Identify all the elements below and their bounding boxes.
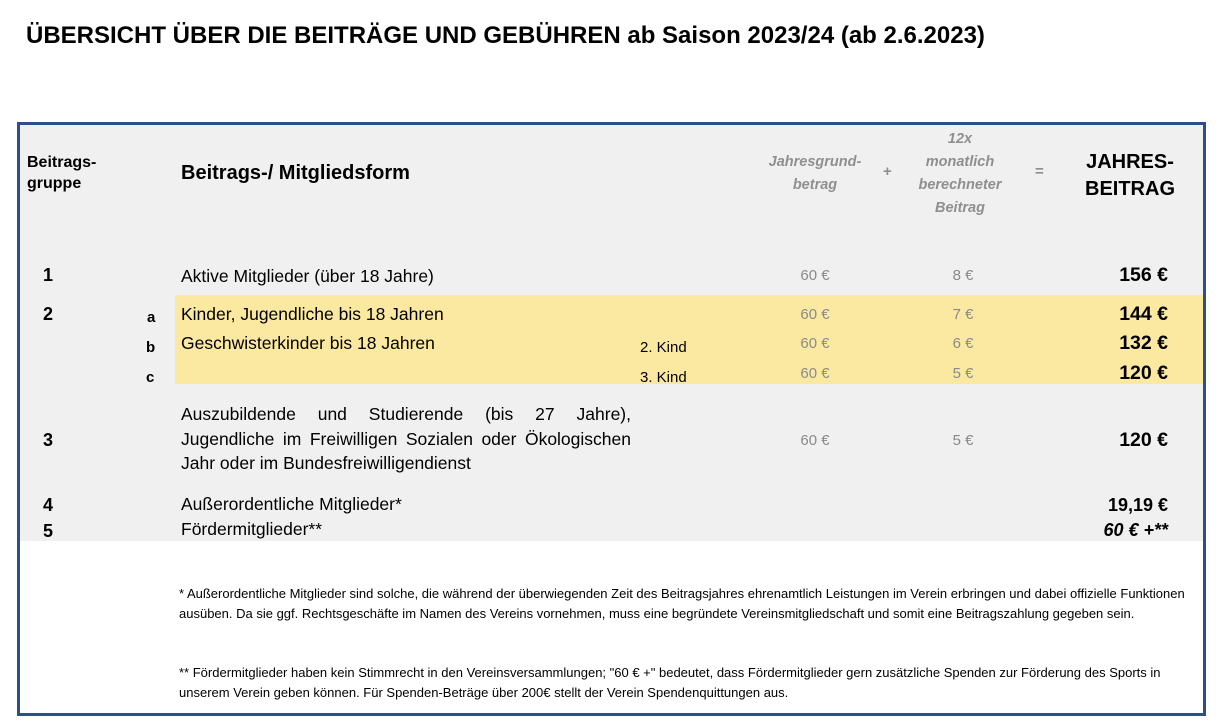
header-equals: = [1035, 163, 1044, 180]
header-total: JAHRES- BEITRAG [1085, 151, 1175, 200]
row-3-label: Auszubildende und Studierende (bis 27 Jahre), Jugendliche im Freiwilligen Sozialen oder Ökologischen Jahr oder im Bundesfreiwilligendienst [181, 404, 631, 473]
row-4-total: 19,19 € [1107, 495, 1168, 515]
row-2a-monthly: 7 € [952, 306, 974, 323]
row-5-group: 5 [43, 521, 54, 541]
row-3-base: 60 € [800, 432, 830, 449]
row-3-monthly: 5 € [952, 432, 974, 449]
row-2a-total: 144 € [1119, 303, 1168, 325]
row-2-group: 2 [43, 304, 54, 324]
row-2a-sub: a [147, 309, 156, 326]
footnote-supporting-members: ** Fördermitglieder haben kein Stimmrecht in den Vereinsversammlungen; "60 € +" bedeutet, dass Fördermitglieder gern zusätzliche Spenden zur Förderung des Sports in unserem Verein geben können. Für Spenden-Beträge über 200€ stellt der Verein Spendenquittungen aus. [179, 665, 1161, 700]
row-1-label: Aktive Mitglieder (über 18 Jahre) [181, 266, 434, 286]
row-5-total: 60 € +** [1103, 520, 1168, 540]
row-4-label: Außerordentliche Mitglieder* [181, 494, 402, 514]
header-base-amount: Jahresgrund- betrag [768, 154, 862, 193]
row-3-group: 3 [43, 430, 54, 450]
row-3-total: 120 € [1119, 429, 1168, 451]
fee-table-frame [17, 122, 1206, 716]
header-monthly-amount: 12x monatlich berechneter Beitrag [918, 131, 1002, 216]
row-2b-total: 132 € [1119, 332, 1168, 354]
row-1-monthly: 8 € [952, 267, 974, 284]
row-1-base: 60 € [800, 267, 830, 284]
row-2b-label: Geschwisterkinder bis 18 Jahren [181, 333, 435, 353]
row-2b-monthly: 6 € [952, 335, 974, 352]
row-4-group: 4 [43, 495, 54, 515]
row-2b-sub: b [146, 339, 156, 356]
row-2a-base: 60 € [800, 306, 830, 323]
row-2c-kind: 3. Kind [640, 369, 687, 386]
page-title: ÜBERSICHT ÜBER DIE BEITRÄGE UND GEBÜHREN ab Saison 2023/24 (ab 2.6.2023) [26, 22, 985, 49]
row-2c-total: 120 € [1119, 362, 1168, 384]
header-group: Beitrags- gruppe [27, 154, 97, 192]
row-2b-kind: 2. Kind [640, 339, 687, 356]
row-1-group: 1 [43, 265, 54, 285]
row-2b-base: 60 € [800, 335, 830, 352]
row-2c-sub: c [146, 369, 155, 386]
header-plus: + [883, 163, 892, 180]
header-form: Beitrags-/ Mitgliedsform [181, 162, 410, 184]
row-1-total: 156 € [1119, 264, 1168, 286]
footnote-extraordinary-members: * Außerordentliche Mitglieder sind solche, die während der überwiegenden Zeit des Beitragsjahres ehrenamtlich Leistungen im Verein erbringen und dabei offizielle Funktionen ausüben. Da sie ggf. Rechtsgeschäfte im Namen des Vereins vornehmen, muss eine begründete Vereinsmitgliedschaft und somit eine Beitragszahlung gegeben sein. [179, 586, 1185, 621]
row-2c-base: 60 € [800, 365, 830, 382]
row-5-label: Fördermitglieder** [181, 519, 323, 539]
row-2c-monthly: 5 € [952, 365, 974, 382]
row-2a-label: Kinder, Jugendliche bis 18 Jahren [181, 304, 444, 324]
